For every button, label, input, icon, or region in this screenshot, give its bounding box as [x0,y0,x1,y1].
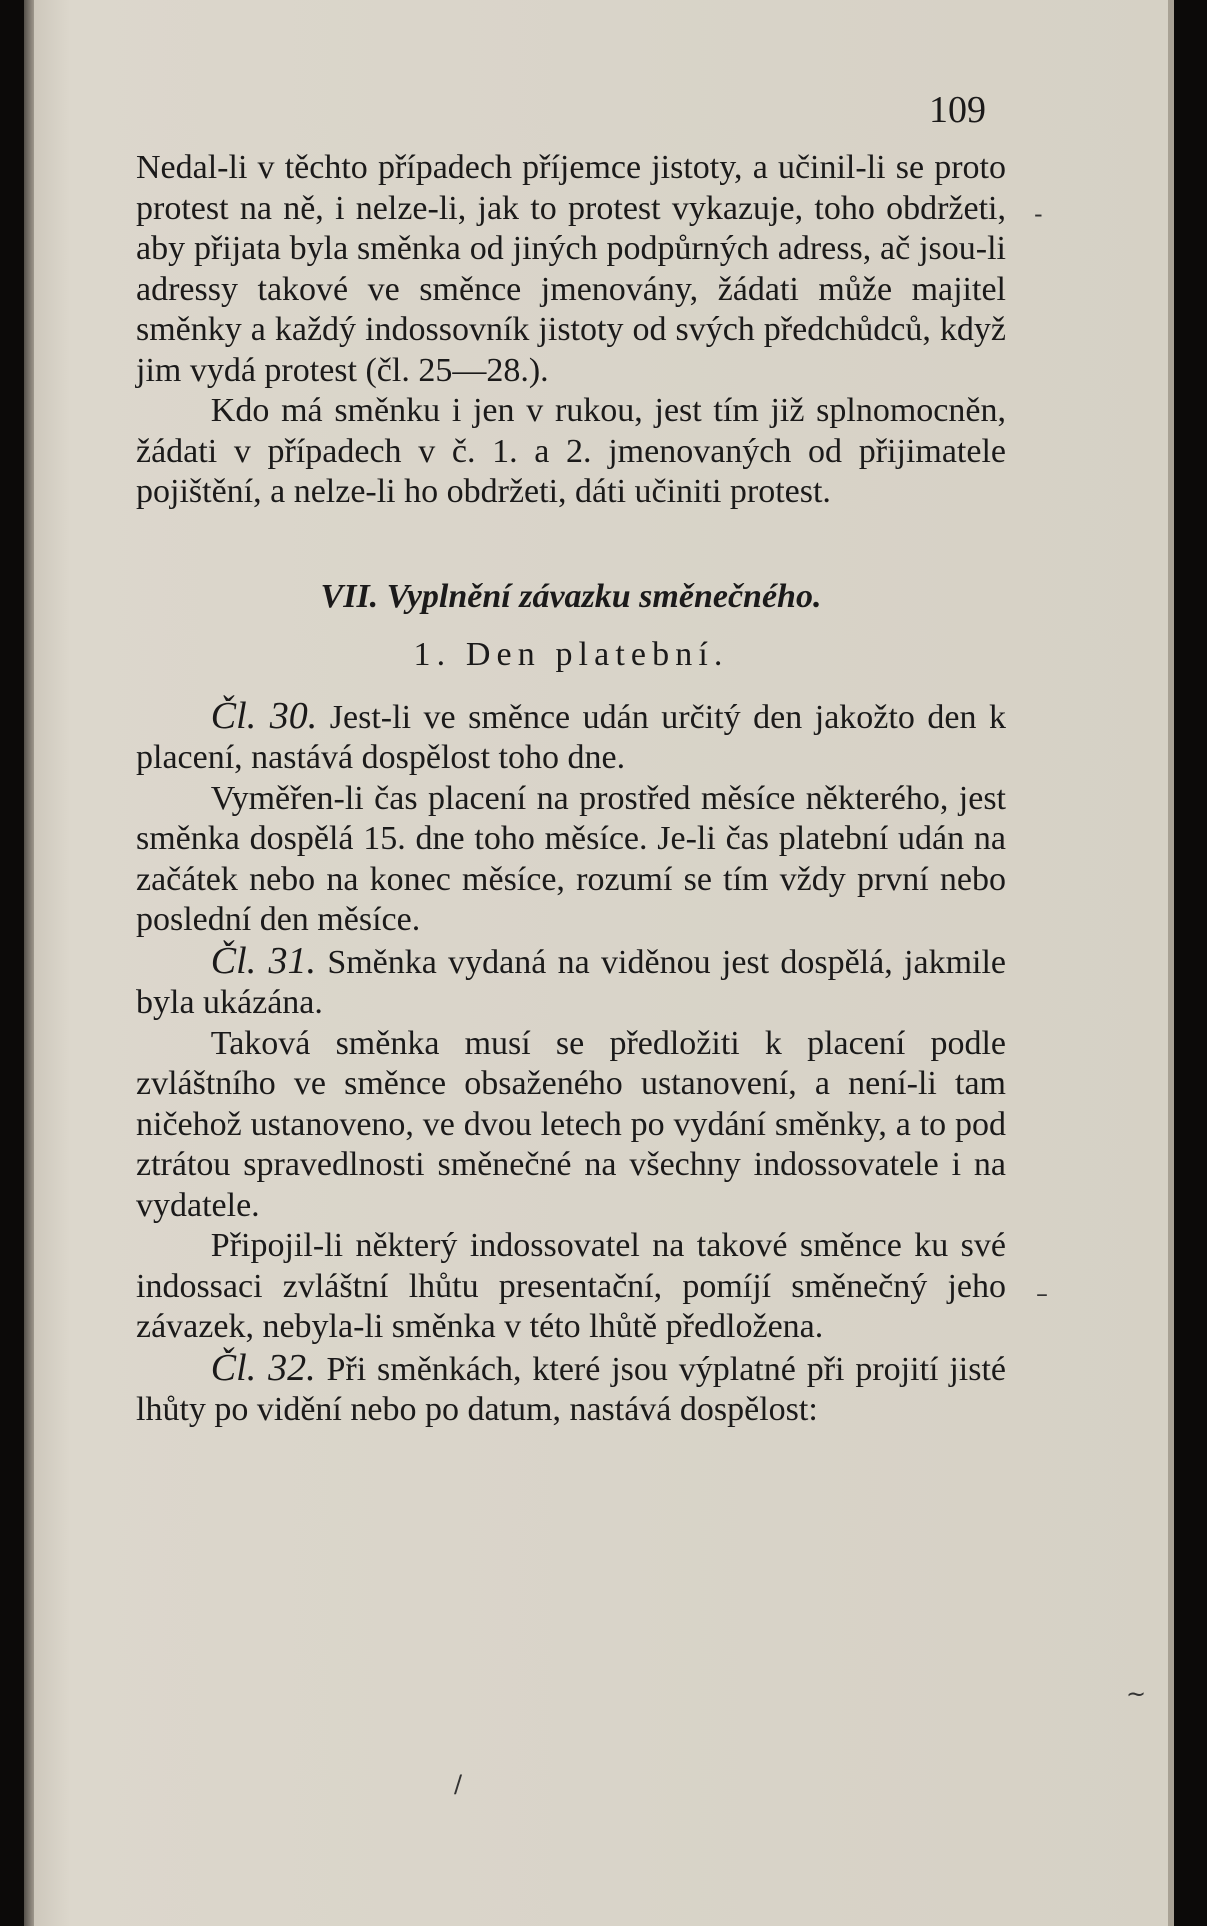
article-31-label: Čl. 31. [210,939,317,982]
section-heading: VII. Vyplnění závazku směnečného. [320,577,822,615]
article-31 [136,941,1006,1024]
article-32-text: Při směnkách, které jsou výplatné při projití jisté lhůty po vidění nebo po datum, nastává dospělost: [136,1350,1007,1428]
article-31-text: Směnka vydaná na viděnou jest dospělá, jakmile byla ukázána. [136,943,1007,1021]
page-right-edge [1168,0,1174,1926]
article-32 [136,1348,1006,1431]
page-number: 109 [929,89,986,131]
margin-mark: – [1036,1280,1048,1308]
paragraph-art31-lhuta: Připojil-li některý indossovatel na takové směnce ku své indossaci zvláštní lhůtu presentační, pomíjí směnečný jeho závazek, nebyla-li směnka v této lhůtě předložena. [136,1227,1006,1345]
subsection-heading: 1. Den platební. [413,636,729,673]
article-30-text: Jest-li ve směnce udán určitý den jakožto den k placení, nastává dospělost toho dne. [136,698,1007,776]
ink-mark: / [454,1770,463,1798]
margin-mark: - [1034,200,1043,228]
page-left-edge [24,0,34,1926]
margin-mark: ~ [1126,1680,1147,1708]
article-32-label: Čl. 32. [210,1346,316,1389]
paragraph-protest-jistota: Nedal-li v těchto případech příjemce jistoty, a učinil-li se proto protest na ně, i nelze-li, jak to protest vykazuje, toho obdržeti, aby přijata byla směnka od jiných podpůrných adress, ač jsou-li adressy takové ve směnce jmenovány, žádati může majitel směnky a každý indossovník jistoty od svých předchůdců, když jim vydá protest (čl. 25—28.). [136,149,1006,389]
article-30-label: Čl. 30. [210,694,318,737]
paragraph-art31-predlozeni: Taková směnka musí se předložiti k placení podle zvláštního ve směnce obsaženého ustanovení, a není-li tam ničehož ustanoveno, ve dvou letech po vydání směnky, a to pod ztrátou spravedlnosti směnečné na všechny indossovatele i na vydatele. [136,1024,1006,1224]
page-text [136,148,1006,1431]
article-30 [136,696,1006,779]
paragraph-art30-cas-placeni: Vyměřen-li čas placení na prostřed měsíce některého, jest směnka dospělá 15. dne toho měsíce. Je-li čas platební udán na začátek nebo na konec měsíce, rozumí se tím vždy první nebo poslední den měsíce. [136,779,1006,938]
book-page [24,0,1174,1926]
paragraph-zmocneni: Kdo má směnku i jen v rukou, jest tím již splnomocněn, žádati v případech v č. 1. a 2. jmenovaných od přijimatele pojištění, a nelze-li ho obdržeti, dáti učiniti protest. [136,392,1006,510]
